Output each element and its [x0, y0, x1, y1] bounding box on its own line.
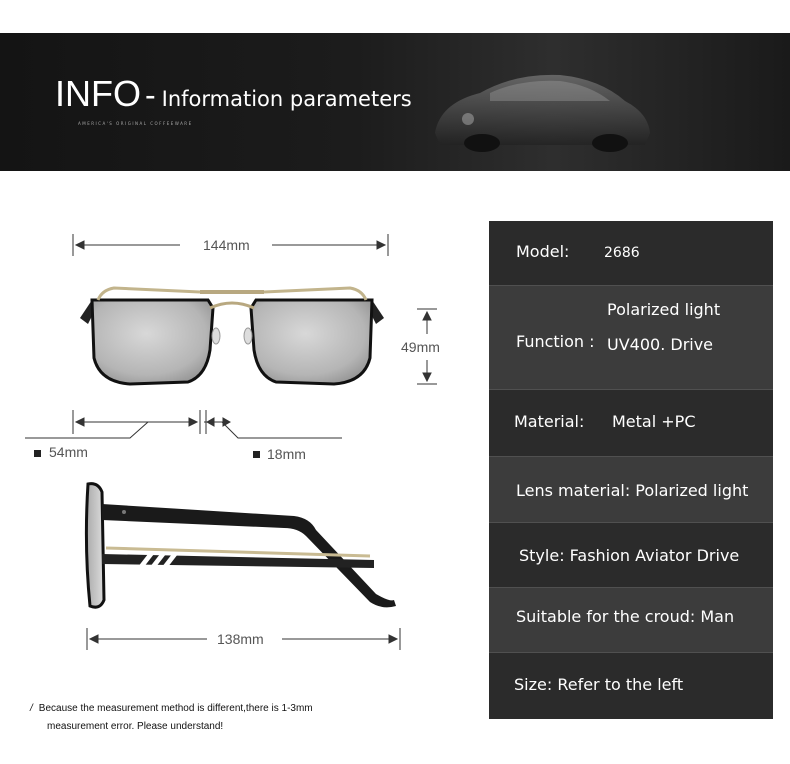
dim-lens-width: 54mm	[49, 444, 88, 460]
spec-function-value-1: Polarized light	[607, 300, 721, 319]
spec-model-label: Model:	[516, 242, 570, 261]
banner-title-sub: Information parameters	[161, 87, 412, 111]
sunglasses-front-icon	[78, 278, 386, 390]
spec-row-material	[489, 390, 773, 457]
spec-material-value: Metal +PC	[612, 412, 696, 431]
dim-total-width: 144mm	[203, 237, 250, 253]
dim-temple-length: 138mm	[217, 631, 264, 647]
spec-function-label: Function :	[516, 332, 595, 351]
spec-panel	[489, 221, 773, 719]
dim-bridge: 18mm	[267, 446, 306, 462]
banner-title-info: INFO	[55, 73, 141, 114]
banner-tagline: AMERICA'S ORIGINAL COFFEEWARE	[78, 121, 193, 126]
spec-suitable: Suitable for the croud: Man	[516, 607, 735, 626]
dim-height: 49mm	[401, 339, 440, 355]
note-line-1: Because the measurement method is different,there is 1-3mm	[38, 703, 313, 714]
spec-row-model	[489, 221, 773, 286]
spec-row-style	[489, 523, 773, 588]
banner-title	[55, 73, 412, 115]
spec-row-suitable	[489, 588, 773, 653]
banner-title-dash: -	[145, 77, 156, 113]
spec-material-label: Material:	[514, 412, 585, 431]
spec-row-size	[489, 653, 773, 719]
spec-row-function	[489, 286, 773, 390]
spec-size: Size: Refer to the left	[514, 675, 684, 694]
spec-lens-material: Lens material: Polarized light	[516, 481, 749, 500]
note-line-2: measurement error. Please understand!	[47, 721, 224, 732]
spec-style: Style: Fashion Aviator Drive	[519, 546, 740, 565]
spec-function-value-2: UV400. Drive	[607, 335, 714, 354]
sunglasses-side-icon	[84, 482, 398, 610]
spec-model-value: 2686	[604, 245, 640, 261]
header-banner	[0, 33, 790, 171]
spec-row-lens-material	[489, 457, 773, 523]
car-silhouette-icon	[420, 33, 660, 171]
measurement-note: / Because the measurement method is different,there is 1-3mm measurement error. Please understand!	[30, 700, 313, 736]
